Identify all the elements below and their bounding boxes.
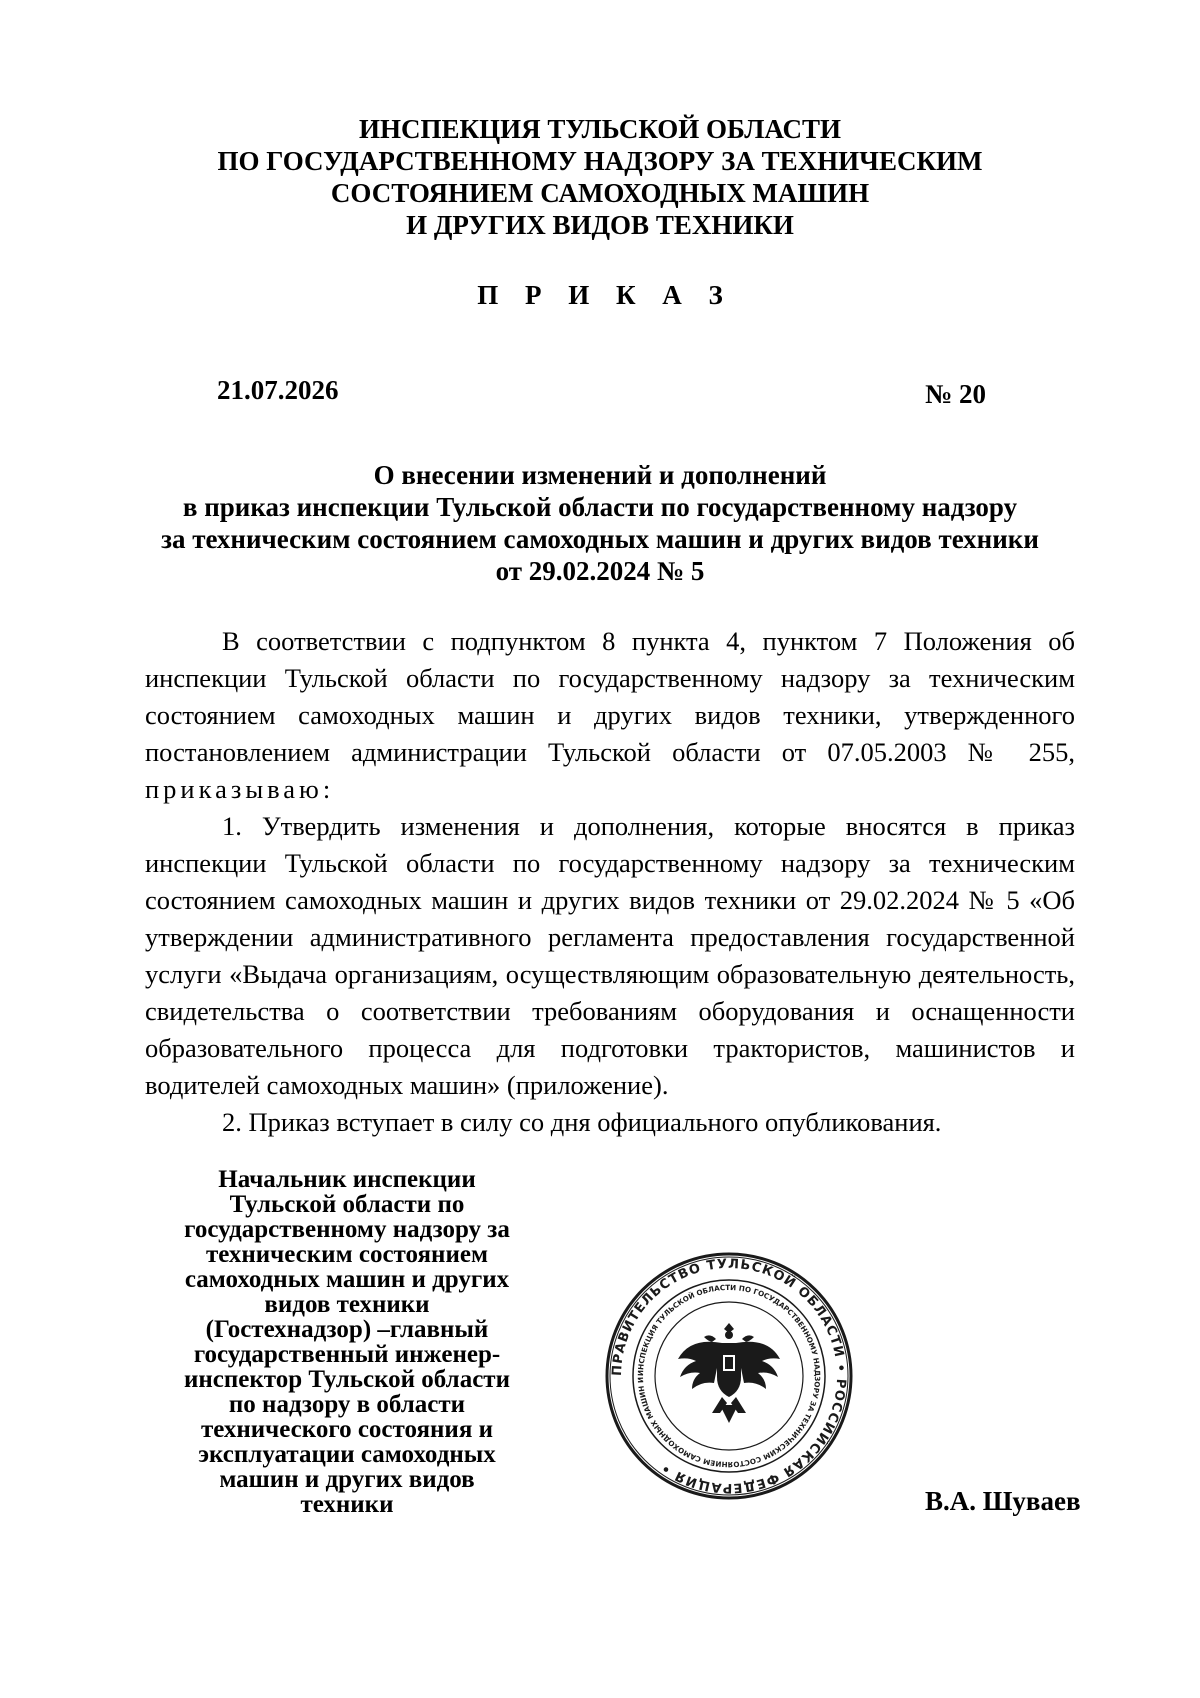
position-line: по надзору в области [228, 1391, 466, 1418]
coat-of-arms-icon [678, 1323, 780, 1423]
organization-title-line: ПО ГОСУДАРСТВЕННОМУ НАДЗОРУ ЗА ТЕХНИЧЕСКИМ [217, 146, 983, 176]
subject-line: в приказ инспекции Тульской области по государственному надзору [182, 492, 1018, 522]
position-line: технического состояния и [200, 1416, 494, 1443]
seal-outer-text: ПРАВИТЕЛЬСТВО ТУЛЬСКОЙ ОБЛАСТИ • РОССИЙСКАЯ ФЕДЕРАЦИЯ • [609, 1256, 849, 1496]
preamble-paragraph [145, 623, 1075, 808]
document-date: 21.07.2026 [217, 375, 339, 405]
position-line: инспектор Тульской области [184, 1366, 510, 1393]
position-line: Тульской области по [229, 1191, 465, 1218]
official-seal [604, 1251, 854, 1501]
seal-graphic [604, 1251, 854, 1501]
organization-title-line: ИНСПЕКЦИЯ ТУЛЬСКОЙ ОБЛАСТИ [358, 114, 842, 144]
position-line: государственный инженер- [193, 1341, 501, 1368]
document-body [145, 623, 1075, 1141]
subject-line: от 29.02.2024 № 5 [495, 556, 705, 586]
subject-line: О внесении изменений и дополнений [373, 460, 827, 490]
position-line: техники [300, 1491, 394, 1518]
order-item-2: 2. Приказ вступает в силу со дня официального опубликования. [222, 1107, 942, 1137]
document-subject [130, 459, 1070, 587]
position-line: эксплуатации самоходных [198, 1441, 496, 1468]
seal-inner-text: ИНСПЕКЦИЯ ТУЛЬСКОЙ ОБЛАСТИ ПО ГОСУДАРСТВЕННОМУ НАДЗОРУ ЗА ТЕХНИЧЕСКИМ СОСТОЯНИЕМ САМОХОДНЫХ МАШИН И [635, 1282, 823, 1470]
organization-title [120, 113, 1080, 241]
position-line: видов техники [264, 1291, 430, 1318]
order-word: приказываю: [145, 774, 335, 804]
position-line: государственному надзору за [184, 1216, 510, 1243]
position-line: (Гостехнадзор) –главный [205, 1316, 489, 1343]
position-line: техническим состоянием [206, 1241, 488, 1268]
order-item-1: 1. Утвердить изменения и дополнения, которые вносятся в приказ инспекции Тульской области по государственному надзору за техническим состоянием самоходных машин и других видов техники от 29.02.2024 № 5 «Об утверждении административного регламента предоставления государственной услуги «Выдача организациям, осуществляющим образовательную деятельность, свидетельства о соответствии требованиям оборудования и оснащенности образовательного процесса для подготовки трактористов, машинистов и водителей самоходных машин» (приложение). [145, 811, 1075, 1100]
preamble-text: В соответствии с подпунктом 8 пункта 4, пунктом 7 Положения об инспекции Тульской области по государственному надзору за техническим состоянием самоходных машин и других видов техники, утвержденного постановлением администрации Тульской области от 07.05.2003 № 255, [145, 626, 1075, 767]
signatory-position [148, 1167, 546, 1517]
subject-line: за техническим состоянием самоходных машин и других видов техники [161, 524, 1039, 554]
organization-title-line: И ДРУГИХ ВИДОВ ТЕХНИКИ [406, 210, 794, 240]
position-line: машин и других видов [219, 1466, 475, 1493]
signatory-name: В.А. Шуваев [925, 1486, 1081, 1516]
organization-title-line: СОСТОЯНИЕМ САМОХОДНЫХ МАШИН [330, 178, 870, 208]
document-type: П Р И К А З [477, 280, 733, 310]
position-line: самоходных машин и других [184, 1266, 510, 1293]
document-number: № 20 [925, 379, 986, 409]
position-line: Начальник инспекции [218, 1166, 476, 1193]
